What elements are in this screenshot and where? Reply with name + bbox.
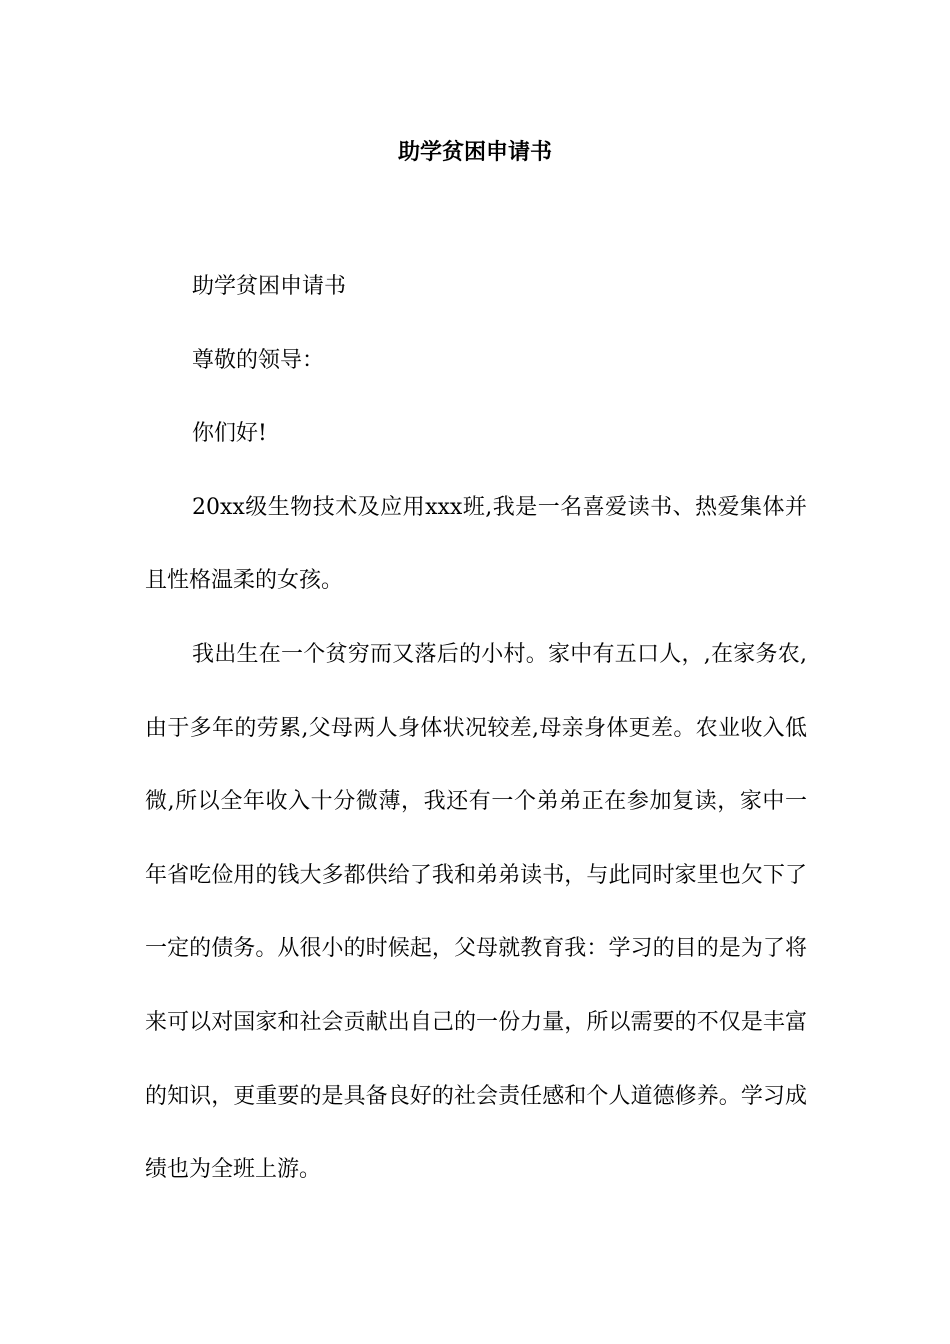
paragraph-introduction: 20xx级生物技术及应用xxx班,我是一名喜爱读书、热爱集体并且性格温柔的女孩。 [145, 494, 807, 594]
paragraph-family-background: 我出生在一个贫穷而又落后的小村。家中有五口人，,在家务农,由于多年的劳累,父母两人身体状况较差,母亲身体更差。农业收入低微,所以全年收入十分微薄，我还有一个弟弟正在参加复读，家中一年省吃俭用的钱大多都供给了我和弟弟读书，与此同时家里也欠下了一定的债务。从很小的时候起，父母就教育我：学习的目的是为了将来可以对国家和社会贡献出自己的一份力量，所以需要的不仅是丰富的知识，更重要的是具备良好的社会责任感和个人道德修养。学习成绩也为全班上游。 [145, 641, 807, 1183]
document-title: 助学贫困申请书 [397, 139, 552, 165]
paragraph-greeting: 你们好! [192, 421, 267, 447]
paragraph-salutation: 尊敬的领导： [192, 347, 325, 373]
document-body [145, 250, 807, 1207]
paragraph-heading: 助学贫困申请书 [192, 274, 347, 299]
